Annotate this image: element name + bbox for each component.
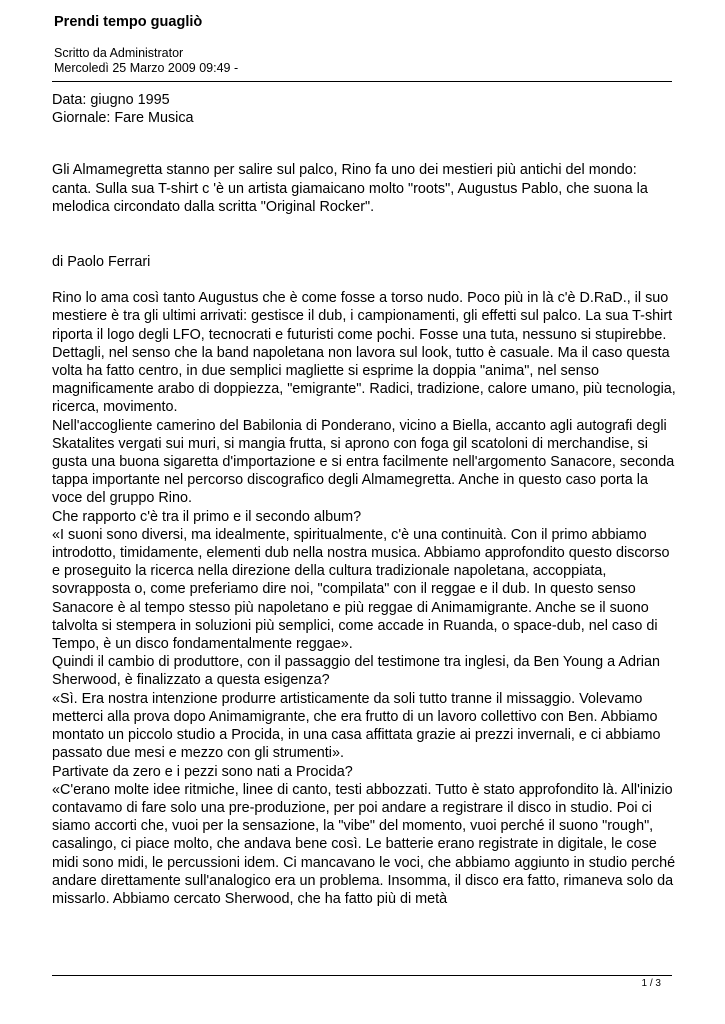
interview-answer: «C'erano molte idee ritmiche, linee di canto, testi abbozzati. Tutto è stato approfondito là. All'inizio contavamo di fare solo una pre-produzione, per poi andare a registrare il disco in studio. Poi ci siamo accorti che, vuoi per la sensazione, la "vibe" del momento, vuoi perché il suono "rough", casalingo, ci piace molto, che andava bene così. Le batterie erano registrate in digitale, le cose midi sono midi, le percussioni idem. Ci mancavano le voci, che abbiamo aggiunto in studio perché andare direttamente sull'analogico era un problema. Insomma, il disco era fatto, rimaneva solo da missarlo. Abbiamo cercato Sherwood, che ha fatto più di metà [52,781,676,907]
interview-question: Che rapporto c'è tra il primo e il secondo album? [52,508,362,525]
header-divider [52,81,672,82]
article-newspaper: Giornale: Fare Musica [52,110,194,127]
article-meta [54,46,238,76]
interview-question: Partivate da zero e i pezzi sono nati a Procida? [52,763,353,780]
paragraph: Nell'accogliente camerino del Babilonia di Ponderano, vicino a Biella, accanto agli autografi degli Skatalites vergati sui muri, si mangia frutta, si aprono con foga gil scatoloni di merchandise, si gusta una buona sigaretta d'importazione e si entra facilmente nell'argomento Sanacore, seconda tappa importante nel percorso discografico degli Almamegretta. Anche in questo caso porta la voce del gruppo Rino. [52,417,675,507]
page-number: 1 / 3 [641,978,661,989]
interview-answer: «Sì. Era nostra intenzione produrre artisticamente da soli tutto tranne il missaggio. Volevamo metterci alla prova dopo Animamigrante, che era frutto di un lavoro collettivo con Ben. Abbiamo montato un piccolo studio a Procida, in una casa affittata grazie ai prezzi invernali, e ci abbiamo passato due mesi e mezzo con gli strumenti». [52,690,661,762]
interview-question: Quindi il cambio di produttore, con il passaggio del testimone tra inglesi, da Ben Young a Adrian Sherwood, è finalizzato a questa esigenza? [52,654,660,689]
paragraph: Dettagli, nel senso che la band napoletana non lavora sul look, tutto è casuale. Ma il caso questa volta ha fatto centro, in due semplici magliette si esprime la doppia "anima", nel senso magnificamente arabo di doppiezza, "emigrante". Radici, tradizione, calore umano, più tecnologia, ricerca, movimento. [52,344,676,416]
article-body [52,91,677,908]
article-title: Prendi tempo guagliò [54,14,203,30]
article-date: Data: giugno 1995 [52,92,170,108]
date-line: Mercoledì 25 Marzo 2009 09:49 - [54,61,239,75]
paragraph: Rino lo ama così tanto Augustus che è come fosse a torso nudo. Poco più in là c'è D.RaD., il suo mestiere è tra gli ultimi arrivati: gestisce il dub, i campionamenti, gli effetti sul palco. La sua T-shirt riporta il logo degli LFO, tecnocrati e futuristi come pochi. Fosse una tuta, nessuno si stupirebbe. [52,290,673,343]
article-byline: di Paolo Ferrari [52,254,151,271]
footer-divider [52,975,672,976]
article-intro: Gli Almamegretta stanno per salire sul palco, Rino fa uno dei mestieri più antichi del mondo: canta. Sulla sua T-shirt c 'è un artista giamaicano molto "roots", Augustus Pablo, che suona la melodica circondato dalla scritta "Original Rocker". [52,162,648,215]
interview-answer: «I suoni sono diversi, ma idealmente, spiritualmente, c'è una continuità. Con il primo abbiamo introdotto, timidamente, elementi dub nella nostra musica. Abbiamo approfondito questo discorso e proseguito la ricerca nella direzione della cultura tradizionale napoletana, accoppiata, sovrapposta o, come preferiamo dire noi, "compilata" con il reggae e il dub. In questo senso Sanacore è al tempo stesso più napoletano e più reggae di Animamigrante. Anche se il suono talvolta si stempera in soluzioni più semplici, come accade in Ruanda, o space-dub, nel caso di Tempo, è un disco fondamentalmente reggae». [52,526,670,653]
author-line: Scritto da Administrator [54,46,184,60]
